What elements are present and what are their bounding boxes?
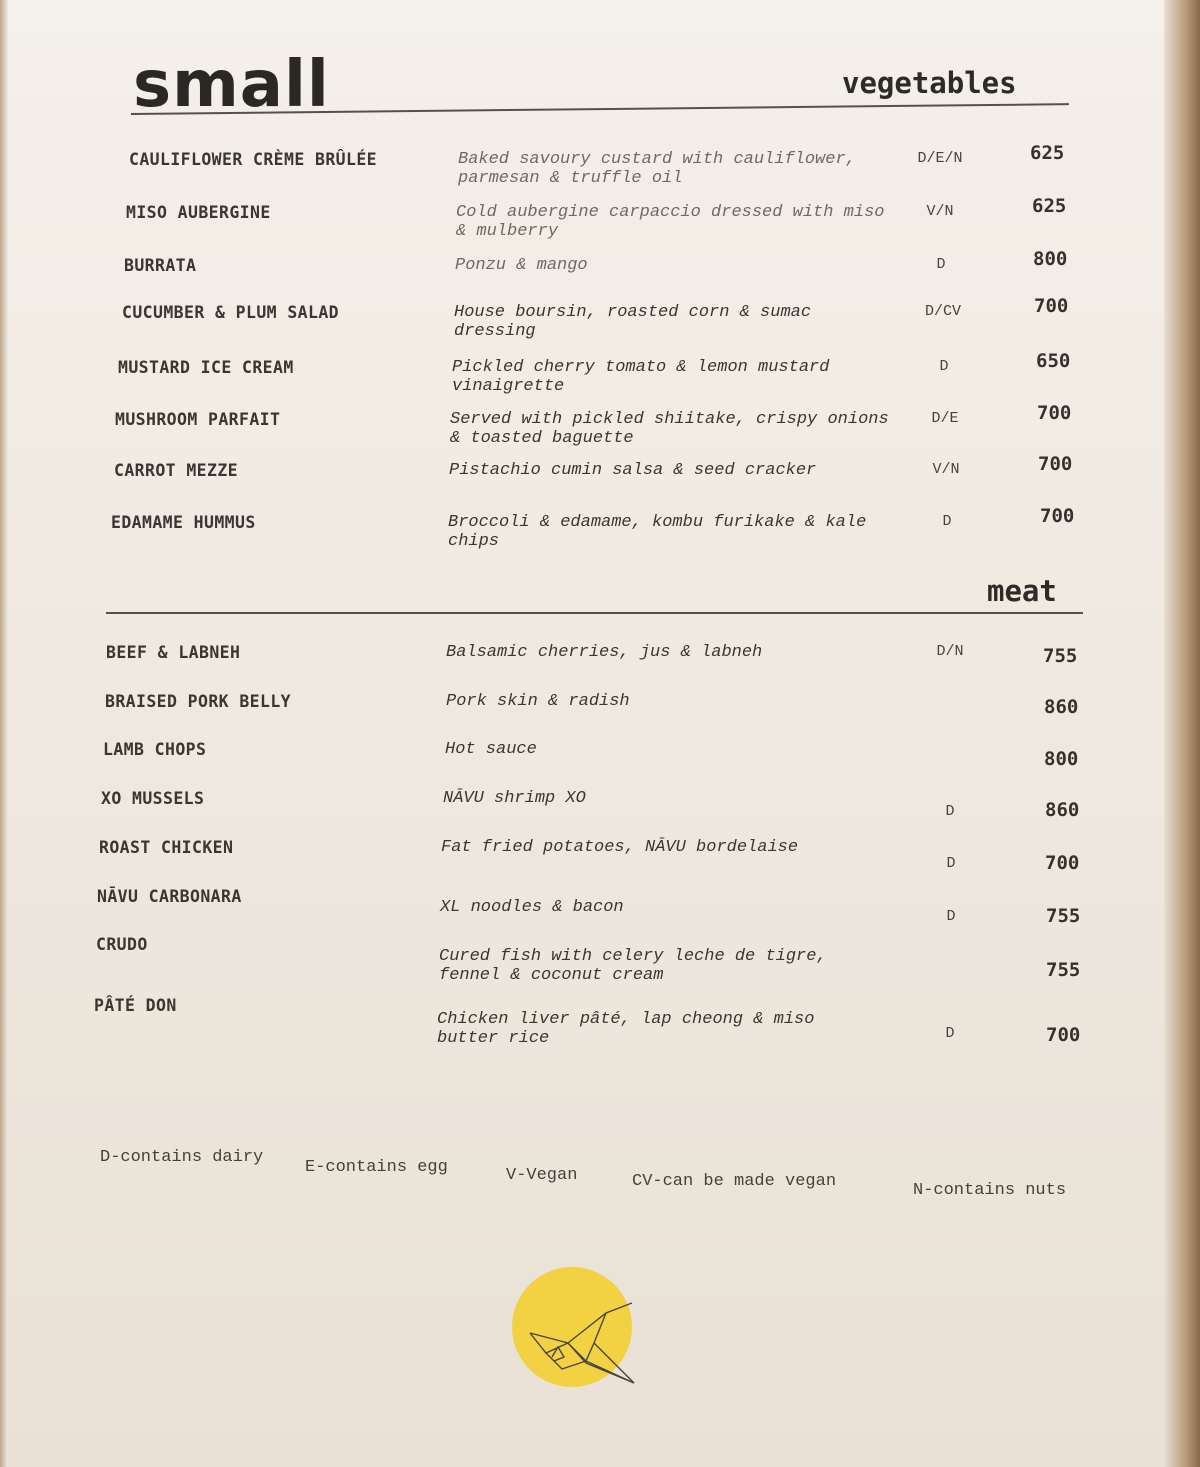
menu-item xyxy=(0,740,1200,790)
menu-item xyxy=(0,248,1200,306)
dish-price: 755 xyxy=(1043,645,1078,667)
dish-price: 625 xyxy=(1032,195,1067,217)
dietary-code: D/E xyxy=(931,410,959,427)
dish-name: CUCUMBER & PLUM SALAD xyxy=(122,303,340,322)
dish-description: Served with pickled shiitake, crispy onions & toasted baguette xyxy=(450,410,889,448)
dish-description: Pistachio cumin salsa & seed cracker xyxy=(449,461,817,480)
dish-description: NĀVU shrimp XO xyxy=(443,789,586,808)
dish-name: MUSTARD ICE CREAM xyxy=(118,358,294,377)
dietary-code: D xyxy=(936,256,946,273)
menu-item xyxy=(0,789,1200,839)
dish-name: BURRATA xyxy=(124,256,197,275)
dietary-code: D xyxy=(942,513,952,530)
dish-name: XO MUSSELS xyxy=(101,789,205,808)
dish-name: BEEF & LABNEH xyxy=(106,643,241,662)
dish-description: House boursin, roasted corn & sumac dressing xyxy=(454,303,812,341)
dish-name: CAULIFLOWER CRÈME BRÛLÉE xyxy=(129,150,378,169)
menu-title: small xyxy=(133,48,330,122)
dish-name: NĀVU CARBONARA xyxy=(97,887,242,906)
origami-crane-icon xyxy=(510,1265,640,1395)
dish-price: 700 xyxy=(1038,453,1073,475)
dietary-code: D/CV xyxy=(924,303,961,320)
dish-description: Cured fish with celery leche de tigre, fennel & coconut cream xyxy=(439,947,827,985)
menu-item xyxy=(0,505,1200,563)
dish-description: Broccoli & edamame, kombu furikake & kale chips xyxy=(448,513,867,551)
dish-description: Ponzu & mango xyxy=(455,256,588,275)
dietary-legend xyxy=(100,1140,1100,1210)
dietary-code: V/N xyxy=(932,461,960,478)
menu-item xyxy=(0,142,1200,200)
menu-item xyxy=(0,935,1200,985)
dish-name: ROAST CHICKEN xyxy=(99,838,234,857)
dietary-code: D xyxy=(946,908,956,925)
menu-item xyxy=(0,838,1200,888)
menu-item xyxy=(0,643,1200,693)
section-heading-vegetables: vegetables xyxy=(842,66,1017,100)
menu-item xyxy=(0,453,1200,511)
dish-price: 860 xyxy=(1045,799,1080,821)
dish-name: LAMB CHOPS xyxy=(103,740,207,759)
dish-description: Cold aubergine carpaccio dressed with miso & mulberry xyxy=(456,203,885,241)
dish-name: BRAISED PORK BELLY xyxy=(105,692,292,711)
dish-description: Baked savoury custard with cauliflower, parmesan & truffle oil xyxy=(458,150,856,188)
legend-item: N-contains nuts xyxy=(913,1181,1067,1200)
dish-price: 700 xyxy=(1040,505,1075,527)
dish-description: Balsamic cherries, jus & labneh xyxy=(446,643,763,662)
dish-description: Pickled cherry tomato & lemon mustard vinaigrette xyxy=(452,358,830,396)
dish-description: Hot sauce xyxy=(445,740,537,759)
dish-description: Chicken liver pâté, lap cheong & miso butter rice xyxy=(437,1010,815,1048)
dish-price: 700 xyxy=(1037,402,1072,424)
dietary-code: D/N xyxy=(936,643,964,660)
dietary-code: D xyxy=(945,803,955,820)
dish-price: 650 xyxy=(1036,350,1071,372)
legend-item: E-contains egg xyxy=(305,1158,448,1177)
dish-price: 800 xyxy=(1033,248,1068,270)
dish-name: PÂTÉ DON xyxy=(94,996,177,1015)
dish-description: Fat fried potatoes, NĀVU bordelaise xyxy=(441,838,799,857)
legend-item: CV-can be made vegan xyxy=(632,1172,837,1191)
dietary-code: D xyxy=(945,1025,955,1042)
dish-name: CARROT MEZZE xyxy=(114,461,239,480)
dietary-code: V/N xyxy=(926,203,954,220)
logo-circle xyxy=(512,1267,632,1387)
dietary-code: D/E/N xyxy=(917,150,963,167)
dish-description: XL noodles & bacon xyxy=(440,898,624,917)
legend-item: D-contains dairy xyxy=(100,1148,264,1167)
menu-item xyxy=(0,996,1200,1046)
dish-price: 755 xyxy=(1046,905,1081,927)
menu-item xyxy=(0,295,1200,353)
dietary-code: D xyxy=(939,358,949,375)
dish-name: MISO AUBERGINE xyxy=(126,203,271,222)
dietary-code: D xyxy=(946,855,956,872)
legend-item: V-Vegan xyxy=(506,1166,578,1185)
menu-item xyxy=(0,402,1200,460)
dish-price: 860 xyxy=(1044,696,1079,718)
dish-price: 755 xyxy=(1046,959,1081,981)
dish-description: Pork skin & radish xyxy=(446,692,630,711)
section-heading-meat: meat xyxy=(987,574,1057,608)
dish-price: 800 xyxy=(1044,748,1079,770)
dish-price: 700 xyxy=(1045,852,1080,874)
dish-name: MUSHROOM PARFAIT xyxy=(115,410,281,429)
dish-price: 625 xyxy=(1030,142,1065,164)
dish-name: EDAMAME HUMMUS xyxy=(111,513,256,532)
menu-item xyxy=(0,692,1200,742)
menu-item xyxy=(0,350,1200,408)
menu-item xyxy=(0,195,1200,253)
menu-item xyxy=(0,887,1200,937)
dish-name: CRUDO xyxy=(96,935,148,954)
dish-price: 700 xyxy=(1034,295,1069,317)
dish-price: 700 xyxy=(1046,1024,1081,1046)
